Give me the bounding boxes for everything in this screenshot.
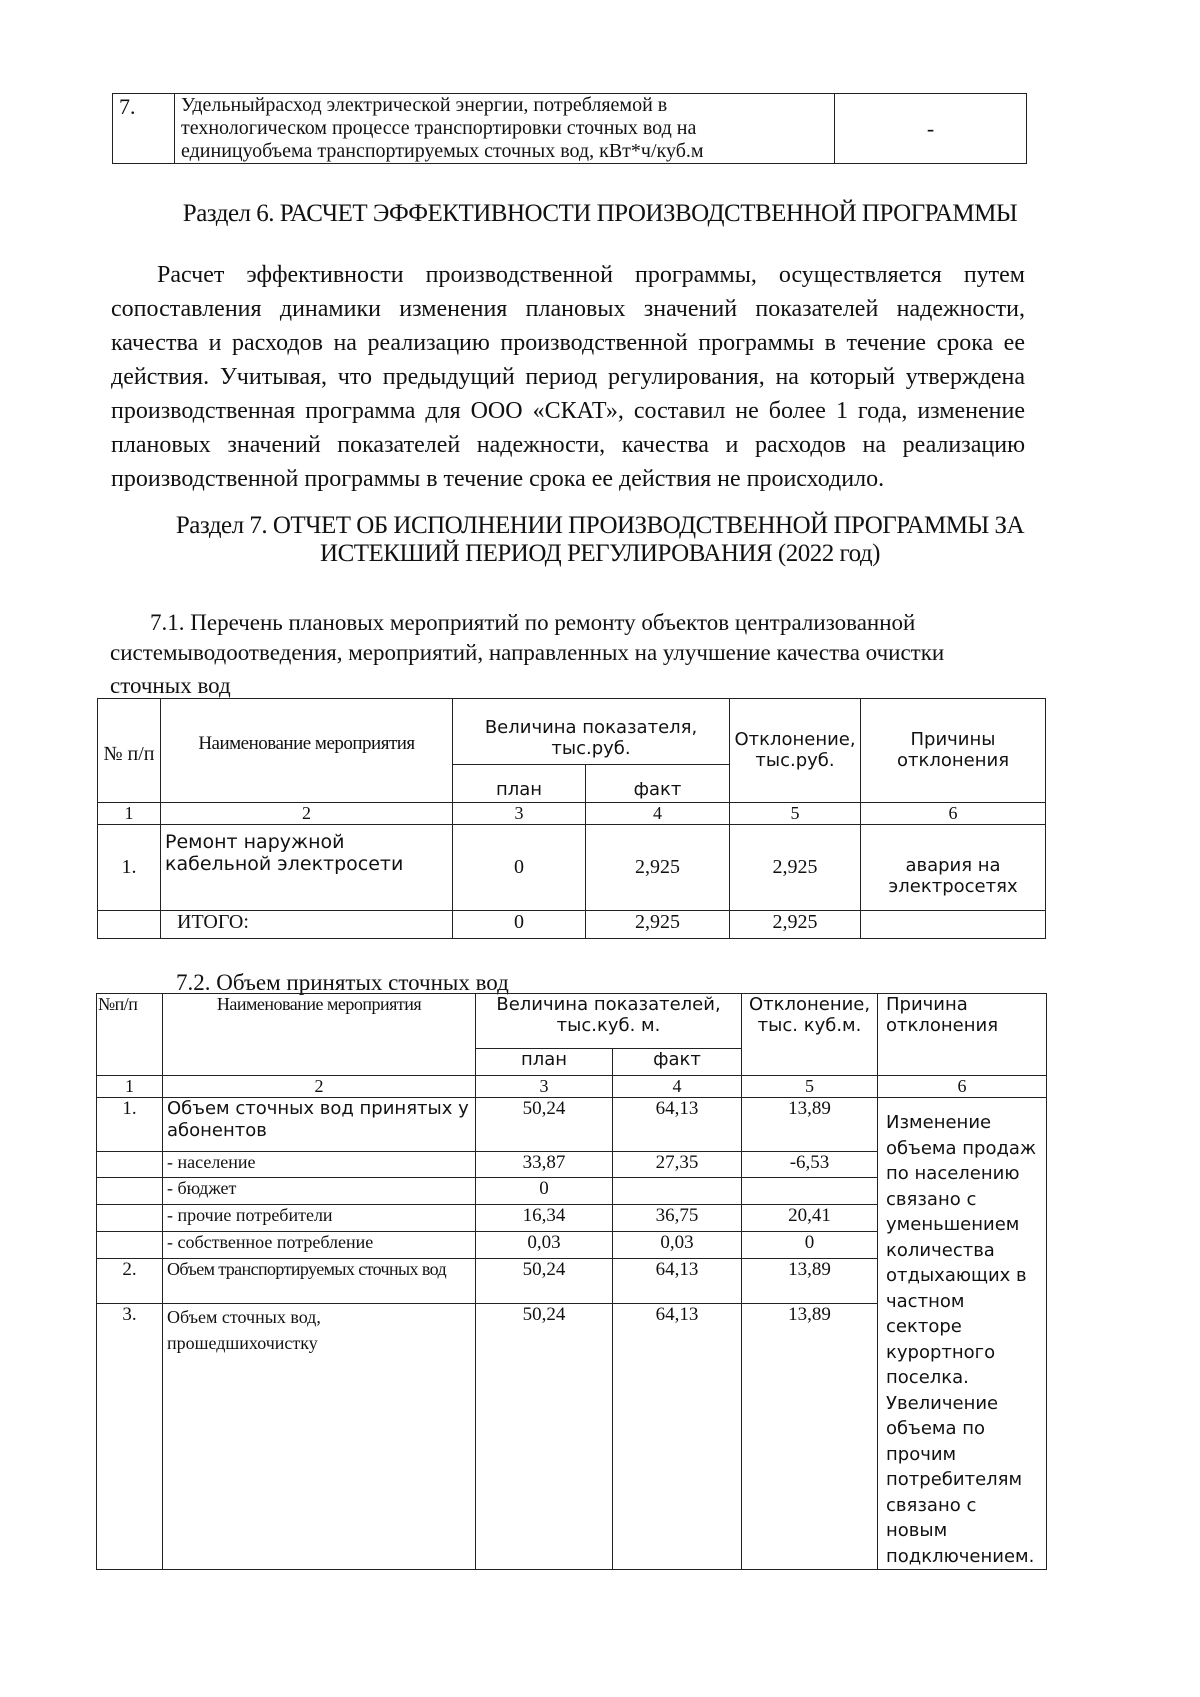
table72-header-deviation: Отклонение, тыс. куб.м. bbox=[742, 994, 878, 1076]
table72-row-fact: 27,35 bbox=[613, 1151, 742, 1178]
table72-row-name: Объем сточных вод принятых у абонентов bbox=[163, 1098, 476, 1152]
table71-row-num: 1. bbox=[98, 825, 161, 911]
table72-colnum: 3 bbox=[476, 1076, 613, 1098]
table72-row-name: Объем сточных вод, прошедшихочистку bbox=[163, 1303, 476, 1569]
table72-header-value: Величина показателей, тыс.куб. м. bbox=[476, 994, 742, 1049]
top-table-line: Удельныйрасход электрической энергии, потребляемой в bbox=[181, 94, 668, 116]
top-table-name bbox=[175, 94, 835, 164]
table72-row-plan: 50,24 bbox=[476, 1303, 613, 1569]
table71-header-value: Величина показателя, тыс.руб. bbox=[453, 699, 730, 765]
table72-colnum: 1 bbox=[97, 1076, 163, 1098]
table-row bbox=[98, 911, 1046, 939]
table72-row-dev: 13,89 bbox=[742, 1098, 878, 1152]
top-table-line: технологическом процессе транспортировки сточных вод на bbox=[181, 117, 697, 139]
table71-colnum: 2 bbox=[161, 803, 453, 825]
table72-row-num: 3. bbox=[97, 1303, 163, 1569]
table72-row-name: - население bbox=[163, 1151, 476, 1178]
table72-row-plan: 0,03 bbox=[476, 1232, 613, 1259]
table71-total-fact: 2,925 bbox=[586, 911, 730, 939]
table72-row-num bbox=[97, 1205, 163, 1232]
table71-total-num bbox=[98, 911, 161, 939]
table71-colnum: 5 bbox=[730, 803, 861, 825]
table71-caption-line1: 7.1. Перечень плановых мероприятий по ремонту объектов централизованной bbox=[150, 610, 916, 635]
table71-row-deviation: 2,925 bbox=[730, 825, 861, 911]
table72-header-plan: план bbox=[476, 1049, 613, 1076]
section6-title: Раздел 6. РАСЧЕТ ЭФФЕКТИВНОСТИ ПРОИЗВОДСТВЕННОЙ ПРОГРАММЫ bbox=[182, 200, 1018, 227]
table72-row-name: - бюджет bbox=[163, 1178, 476, 1205]
table71-colnum: 1 bbox=[98, 803, 161, 825]
table71-colnum: 6 bbox=[861, 803, 1046, 825]
table71-header-num: № п/п bbox=[98, 699, 161, 803]
table71-row-reason: авария на электросетях bbox=[861, 825, 1046, 911]
table72-row-fact: 36,75 bbox=[613, 1205, 742, 1232]
table72-row-name: - прочие потребители bbox=[163, 1205, 476, 1232]
table72-row-dev: 13,89 bbox=[742, 1258, 878, 1303]
table71-colnum: 4 bbox=[586, 803, 730, 825]
table72-row-fact: 64,13 bbox=[613, 1258, 742, 1303]
table71-header-deviation: Отклонение, тыс.руб. bbox=[730, 699, 861, 803]
table71-total-deviation: 2,925 bbox=[730, 911, 861, 939]
table72-row-num bbox=[97, 1178, 163, 1205]
table72-row-plan: 16,34 bbox=[476, 1205, 613, 1232]
table72-row-num bbox=[97, 1232, 163, 1259]
table72-row-dev: 0 bbox=[742, 1232, 878, 1259]
table72-header-name: Наименование мероприятия bbox=[163, 994, 476, 1076]
table71-header-fact: факт bbox=[586, 765, 730, 803]
table72-row-num bbox=[97, 1151, 163, 1178]
table72-row-fact: 64,13 bbox=[613, 1303, 742, 1569]
table72-caption: 7.2. Объем принятых сточных вод bbox=[176, 970, 509, 995]
table72-row-num: 1. bbox=[97, 1098, 163, 1152]
top-table-value: - bbox=[835, 94, 1027, 164]
table72-row-plan: 33,87 bbox=[476, 1151, 613, 1178]
section7-title-line1: Раздел 7. ОТЧЕТ ОБ ИСПОЛНЕНИИ ПРОИЗВОДСТВЕННОЙ ПРОГРАММЫ ЗА bbox=[175, 512, 1025, 539]
table72-colnum: 6 bbox=[878, 1076, 1047, 1098]
table72-header-num: №п/п bbox=[97, 994, 163, 1076]
table72-row-fact bbox=[613, 1178, 742, 1205]
table72-row-dev: 13,89 bbox=[742, 1303, 878, 1569]
table72-row-plan: 50,24 bbox=[476, 1258, 613, 1303]
table72-colnum: 2 bbox=[163, 1076, 476, 1098]
table72-colnum: 4 bbox=[613, 1076, 742, 1098]
table71-caption-line3: сточных вод bbox=[110, 673, 231, 698]
table72-header-fact: факт bbox=[613, 1049, 742, 1076]
table-row bbox=[98, 825, 1046, 911]
top-table-line: единицуобъема транспортируемых сточных вод, кВт*ч/куб.м bbox=[181, 140, 704, 162]
table72-colnum: 5 bbox=[742, 1076, 878, 1098]
table72-row-plan: 0 bbox=[476, 1178, 613, 1205]
table71-caption-line2: системыводоотведения, мероприятий, направленных на улучшение качества очистки bbox=[110, 640, 945, 665]
table71-header-plan: план bbox=[453, 765, 586, 803]
table72-row-num: 2. bbox=[97, 1258, 163, 1303]
top-table bbox=[112, 93, 1027, 164]
table72-row-fact: 64,13 bbox=[613, 1098, 742, 1152]
table71-header-name: Наименование мероприятия bbox=[161, 699, 453, 803]
table71-header-reasons: Причины отклонения bbox=[861, 699, 1046, 803]
section7-title-line2: ИСТЕКШИЙ ПЕРИОД РЕГУЛИРОВАНИЯ (2022 год) bbox=[320, 540, 880, 567]
table72-row-name: Объем транспортируемых сточных вод bbox=[163, 1258, 476, 1303]
table72-header-reason: Причина отклонения bbox=[878, 994, 1047, 1076]
table72-reason: Изменение объема продаж по населению связано с уменьшением количества отдыхающих в частном секторе курортного поселка. Увеличение объема по прочим потребителям связано с новым подключением. bbox=[878, 1098, 1047, 1570]
table72-row-dev: 20,41 bbox=[742, 1205, 878, 1232]
section6-paragraph: Расчет эффективности производственной программы, осуществляется путем сопоставления динамики изменения плановых значений показателей надежности, качества и расходов на реализацию производственной программы в течение срока ее действия. Учитывая, что предыдущий период регулирования, на который утверждена производственная программа для ООО «СКАТ», составил не более 1 года, изменение плановых значений показателей надежности, качества и расходов на реализацию производственной программы в течение срока ее действия не происходило. bbox=[111, 262, 1025, 492]
top-table-num: 7. bbox=[113, 94, 175, 164]
table72 bbox=[96, 993, 1047, 1570]
table72-row-fact: 0,03 bbox=[613, 1232, 742, 1259]
table72-row-dev bbox=[742, 1178, 878, 1205]
table-row bbox=[97, 1098, 1047, 1152]
table72-row-plan: 50,24 bbox=[476, 1098, 613, 1152]
table71 bbox=[97, 698, 1046, 939]
table71-row-plan: 0 bbox=[453, 825, 586, 911]
table72-row-dev: -6,53 bbox=[742, 1151, 878, 1178]
table71-total-label: ИТОГО: bbox=[161, 911, 453, 939]
table71-colnum: 3 bbox=[453, 803, 586, 825]
table72-row-name: - собственное потребление bbox=[163, 1232, 476, 1259]
table71-total-reason bbox=[861, 911, 1046, 939]
table71-row-name: Ремонт наружной кабельной электросети bbox=[161, 825, 453, 911]
table71-row-fact: 2,925 bbox=[586, 825, 730, 911]
table71-total-plan: 0 bbox=[453, 911, 586, 939]
